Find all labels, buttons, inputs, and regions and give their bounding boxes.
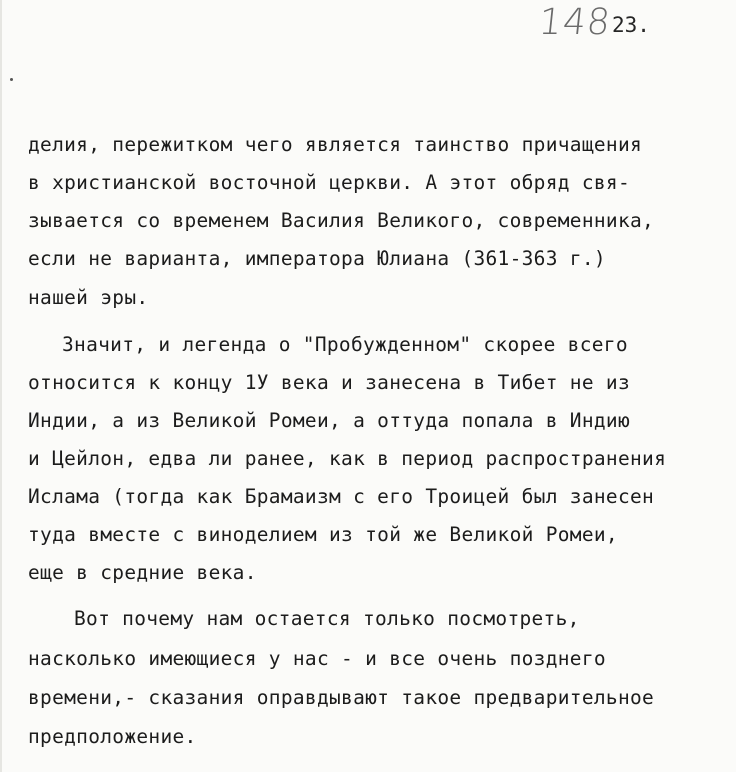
text-line-3: зывается со временем Василия Великого, современника, [28,209,655,232]
text-line-2: в христианской восточной церкви. А этот обряд свя- [28,171,630,194]
text-line-15: времени,- сказания оправдывают такое предварительное [28,686,655,709]
text-line-8: Индии, а из Великой Ромеи, а оттуда попала в Индию [28,409,630,432]
text-line-10: Ислама (тогда как Брамаизм с его Троицей был занесен [28,485,655,508]
text-line-4: если не варианта, императора Юлиана (361-363 г.) [28,247,606,270]
text-line-9: и Цейлон, едва ли ранее, как в период распространения [28,447,667,470]
text-line-5: нашей эры. [28,286,149,309]
typed-page-number: 23. [612,13,650,37]
text-line-1: делия, пережитком чего является таинство причащения [28,133,643,156]
text-line-12: еще в средние века. [28,561,257,584]
text-line-11: туда вместе с виноделием из той же Великой Ромеи, [28,523,618,546]
handwritten-page-number: 148 [536,2,613,43]
text-line-14: насколько имеющиеся у нас - и все очень позднего [28,647,606,670]
scan-speck [10,78,13,81]
text-line-6: Значит, и легенда о "Пробужденном" скорее всего [62,333,628,356]
text-line-13: Вот почему нам остается только посмотреть, [74,607,580,630]
text-line-7: относится к концу 1У века и занесена в Тибет не из [28,371,630,394]
text-line-16: предположение. [28,725,197,748]
